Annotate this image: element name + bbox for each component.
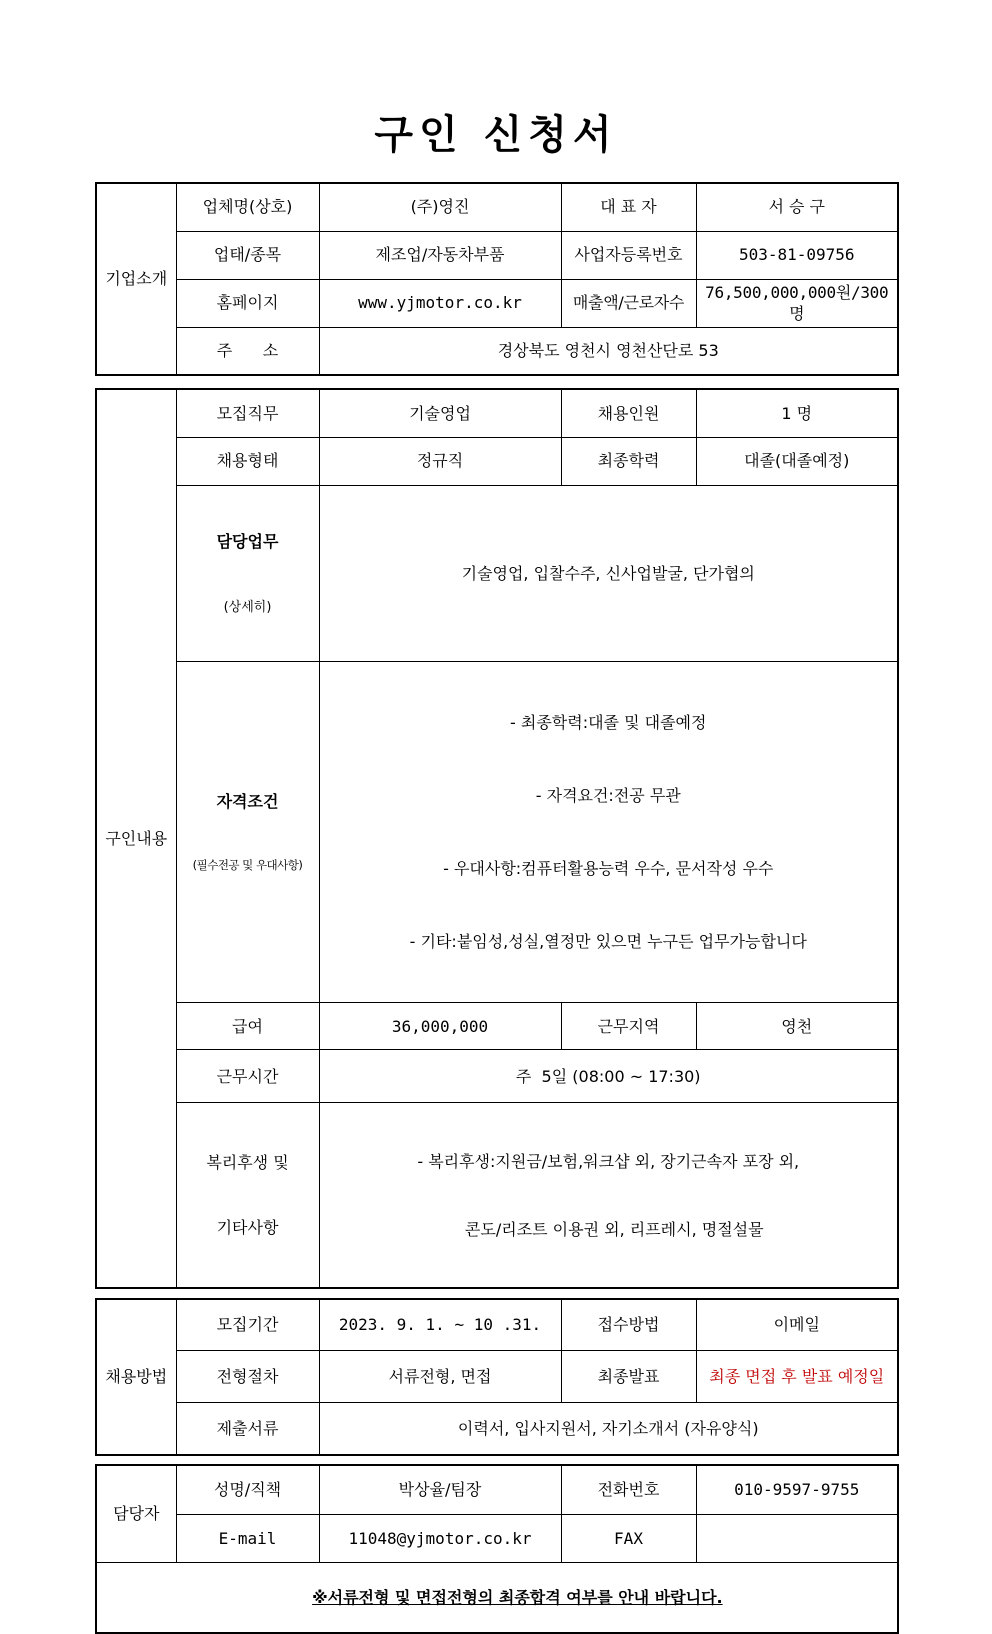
table-row — [96, 485, 898, 662]
recruit-method-table — [95, 1298, 899, 1456]
section-label-method: 채용방법 — [96, 1299, 176, 1455]
welfare-label-line1: 복리후생 및 — [206, 1152, 289, 1172]
email-value: 11048@yjmotor.co.kr — [319, 1515, 561, 1563]
phone-value: 010-9597-9755 — [696, 1465, 898, 1515]
table-row — [96, 1403, 898, 1455]
qualification-label-sub: (필수전공 및 우대사항) — [192, 858, 303, 873]
table-row — [96, 1050, 898, 1103]
revenue-value: 76,500,000,000원/300명 — [696, 279, 898, 327]
hours-value: 주 5일 (08:00 ~ 17:30) — [319, 1050, 898, 1103]
duties-label-main: 담당업무 — [216, 531, 279, 551]
table-row — [96, 662, 898, 1003]
documents-label: 제출서류 — [176, 1403, 319, 1455]
duties-label-sub: (상세히) — [223, 599, 272, 615]
location-value: 영천 — [696, 1003, 898, 1050]
fax-value — [696, 1515, 898, 1563]
announce-label: 최종발표 — [561, 1351, 696, 1403]
qualification-label-main: 자격조건 — [216, 791, 279, 811]
contact-table — [95, 1464, 899, 1634]
homepage-label: 홈페이지 — [176, 279, 319, 327]
table-row — [96, 1465, 898, 1515]
footer-note-cell — [96, 1563, 898, 1633]
welfare-line: 콘도/리조트 이용권 외, 리프레시, 명절설물 — [464, 1219, 764, 1239]
education-value: 대졸(대졸예정) — [696, 437, 898, 485]
table-row — [96, 1103, 898, 1288]
address-value: 경상북도 영천시 영천산단로 53 — [319, 327, 898, 375]
salary-label: 급여 — [176, 1003, 319, 1050]
welfare-value — [319, 1103, 898, 1288]
table-row — [96, 1351, 898, 1403]
table-row — [96, 437, 898, 485]
period-value: 2023. 9. 1. ~ 10 .31. — [319, 1299, 561, 1351]
announce-value: 최종 면접 후 발표 예정일 — [696, 1351, 898, 1403]
qualification-label — [176, 662, 319, 1003]
duties-value: 기술영업, 입찰수주, 신사업발굴, 단가협의 — [319, 485, 898, 662]
contact-name-label: 성명/직책 — [176, 1465, 319, 1515]
section-label-job: 구인내용 — [96, 389, 176, 1288]
qualification-line: - 최종학력:대졸 및 대졸예정 — [510, 712, 707, 732]
period-label: 모집기간 — [176, 1299, 319, 1351]
table-row — [96, 183, 898, 231]
company-name-value: (주)영진 — [319, 183, 561, 231]
job-detail-table — [95, 388, 899, 1289]
table-row — [96, 231, 898, 279]
qualification-line: - 자격요건:전공 무관 — [535, 785, 681, 805]
process-value: 서류전형, 면접 — [319, 1351, 561, 1403]
fax-label: FAX — [561, 1515, 696, 1563]
welfare-line: - 복리후생:지원금/보험,워크샵 외, 장기근속자 포장 외, — [417, 1151, 800, 1171]
qualification-value — [319, 662, 898, 1003]
regno-label: 사업자등록번호 — [561, 231, 696, 279]
section-label-company: 기업소개 — [96, 183, 176, 375]
welfare-label — [176, 1103, 319, 1288]
headcount-value: 1 명 — [696, 389, 898, 437]
position-value: 기술영업 — [319, 389, 561, 437]
welfare-label-line2: 기타사항 — [216, 1217, 279, 1237]
contact-name-value: 박상율/팀장 — [319, 1465, 561, 1515]
process-label: 전형절차 — [176, 1351, 319, 1403]
employment-type-value: 정규직 — [319, 437, 561, 485]
apply-value: 이메일 — [696, 1299, 898, 1351]
education-label: 최종학력 — [561, 437, 696, 485]
table-row — [96, 1299, 898, 1351]
table-row — [96, 1563, 898, 1633]
biztype-value: 제조업/자동차부품 — [319, 231, 561, 279]
regno-value: 503-81-09756 — [696, 231, 898, 279]
hours-label: 근무시간 — [176, 1050, 319, 1103]
table-row — [96, 279, 898, 327]
company-name-label: 업체명(상호) — [176, 183, 319, 231]
duties-label — [176, 485, 319, 662]
table-row — [96, 1515, 898, 1563]
qualification-line: - 우대사항:컴퓨터활용능력 우수, 문서작성 우수 — [443, 858, 774, 878]
phone-label: 전화번호 — [561, 1465, 696, 1515]
company-info-table — [95, 182, 899, 376]
documents-value: 이력서, 입사지원서, 자기소개서 (자유양식) — [319, 1403, 898, 1455]
table-row — [96, 327, 898, 375]
biztype-label: 업태/종목 — [176, 231, 319, 279]
table-row — [96, 1003, 898, 1050]
homepage-value: www.yjmotor.co.kr — [319, 279, 561, 327]
revenue-label: 매출액/근로자수 — [561, 279, 696, 327]
apply-label: 접수방법 — [561, 1299, 696, 1351]
salary-value: 36,000,000 — [319, 1003, 561, 1050]
ceo-value: 서 승 구 — [696, 183, 898, 231]
position-label: 모집직무 — [176, 389, 319, 437]
footer-note: ※서류전형 및 면접전형의 최종합격 여부를 안내 바랍니다. — [312, 1587, 723, 1607]
page-title: 구인 신청서 — [374, 112, 618, 158]
qualification-line: - 기타:붙임성,성실,열정만 있으면 누구든 업무가능합니다 — [409, 932, 807, 952]
location-label: 근무지역 — [561, 1003, 696, 1050]
employment-type-label: 채용형태 — [176, 437, 319, 485]
address-label: 주 소 — [176, 327, 319, 375]
table-row — [96, 389, 898, 437]
section-label-contact: 담당자 — [96, 1465, 176, 1563]
ceo-label: 대 표 자 — [561, 183, 696, 231]
email-label: E-mail — [176, 1515, 319, 1563]
headcount-label: 채용인원 — [561, 389, 696, 437]
